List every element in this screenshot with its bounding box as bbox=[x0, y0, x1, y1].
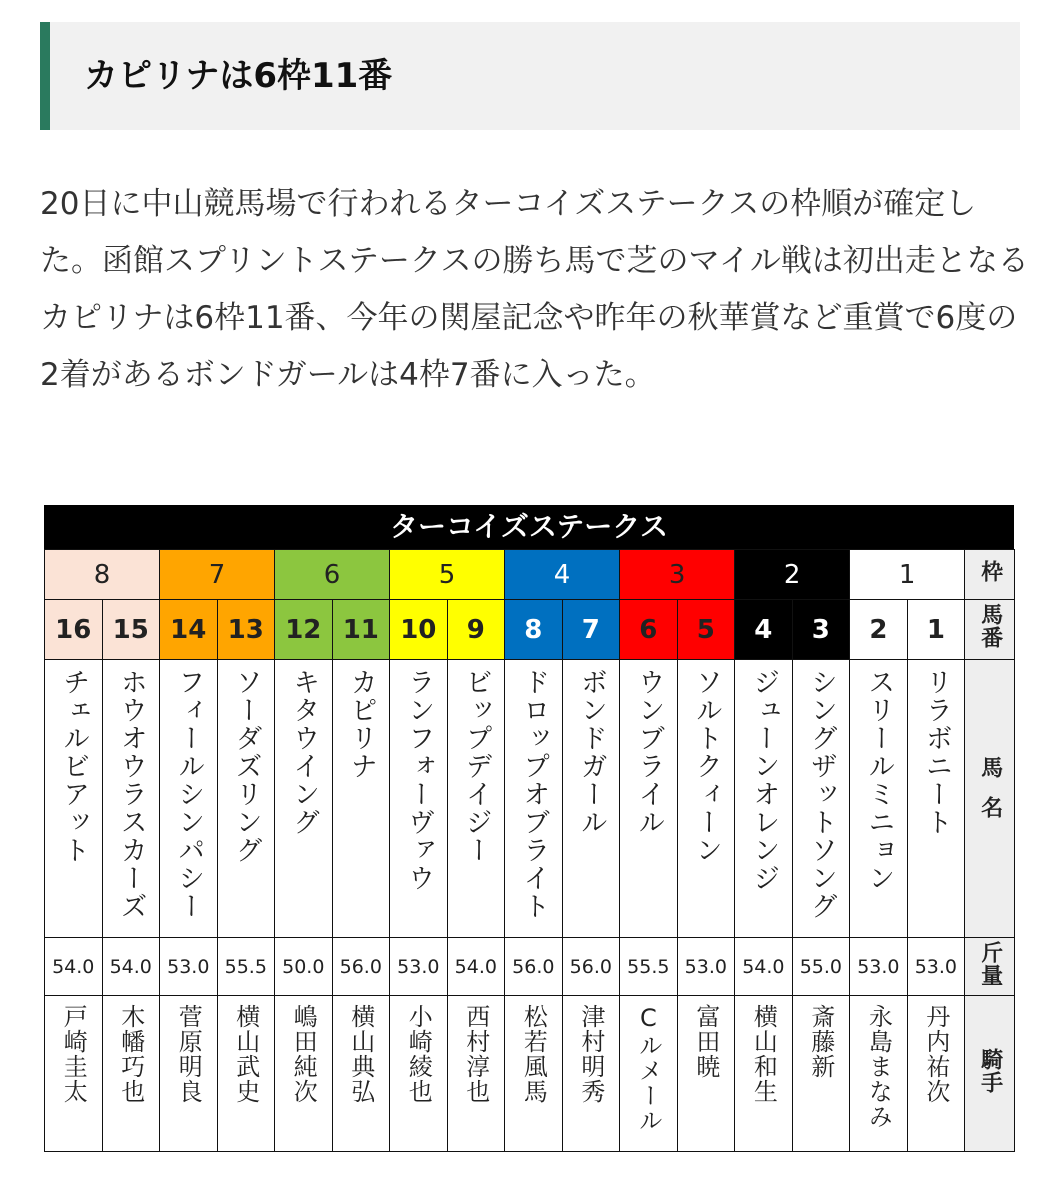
horse-name-cell bbox=[45, 660, 103, 938]
jockey-name: 丹内祐次 bbox=[921, 1004, 950, 1104]
jockey-cell bbox=[735, 996, 793, 1152]
horse-name-cell bbox=[390, 660, 448, 938]
jockey-cell bbox=[562, 996, 620, 1152]
label-waku: 枠 bbox=[965, 550, 1015, 600]
jockey-name: 横山典弘 bbox=[346, 1004, 375, 1104]
horse-name-cell bbox=[620, 660, 678, 938]
horse-name: キタウイング bbox=[288, 668, 320, 836]
jockey-cell bbox=[850, 996, 908, 1152]
horse-name: ソルトクィーン bbox=[690, 668, 722, 864]
horse-name: ジューンオレンジ bbox=[748, 668, 780, 892]
jockey-name: 永島まなみ bbox=[864, 1004, 893, 1129]
jockey-cell bbox=[390, 996, 448, 1152]
weight-cell: 53.0 bbox=[390, 938, 448, 996]
horse-name-cell bbox=[677, 660, 735, 938]
jockey-name: 横山和生 bbox=[749, 1004, 778, 1104]
jockey-cell bbox=[160, 996, 218, 1152]
jockey-cell bbox=[102, 996, 160, 1152]
weight-cell: 55.5 bbox=[620, 938, 678, 996]
weight-cell: 56.0 bbox=[332, 938, 390, 996]
waku-cell: 3 bbox=[620, 550, 735, 600]
umaban-cell: 13 bbox=[217, 600, 275, 660]
horse-name: フィールシンパシー bbox=[173, 668, 205, 920]
horse-name-cell bbox=[505, 660, 563, 938]
jockey-name: Cルメール bbox=[634, 1004, 663, 1133]
weight-cell: 55.0 bbox=[792, 938, 850, 996]
horse-name: ドロップオブライト bbox=[518, 668, 550, 920]
horse-name: カピリナ bbox=[345, 668, 377, 780]
weight-row bbox=[45, 938, 1015, 996]
weight-cell: 54.0 bbox=[102, 938, 160, 996]
horse-name: スリールミニョン bbox=[863, 668, 895, 892]
jockey-cell bbox=[45, 996, 103, 1152]
jockey-cell bbox=[505, 996, 563, 1152]
umaban-cell: 15 bbox=[102, 600, 160, 660]
horse-name-cell bbox=[562, 660, 620, 938]
jockey-name: 嶋田純次 bbox=[289, 1004, 318, 1104]
weight-cell: 54.0 bbox=[735, 938, 793, 996]
weight-cell: 55.5 bbox=[217, 938, 275, 996]
jockey-name: 松若風馬 bbox=[519, 1004, 548, 1104]
jockey-name: 横山武史 bbox=[231, 1004, 260, 1104]
label-name: 馬名 bbox=[965, 660, 1015, 938]
weight-cell: 50.0 bbox=[275, 938, 333, 996]
horse-name-cell bbox=[792, 660, 850, 938]
horse-name-cell bbox=[102, 660, 160, 938]
jockey-cell bbox=[217, 996, 275, 1152]
horse-name-cell bbox=[275, 660, 333, 938]
umaban-cell: 2 bbox=[850, 600, 908, 660]
umaban-cell: 12 bbox=[275, 600, 333, 660]
horse-name: ホウオウラスカーズ bbox=[115, 668, 147, 920]
horse-name-cell bbox=[332, 660, 390, 938]
umaban-cell: 6 bbox=[620, 600, 678, 660]
horse-name-cell bbox=[217, 660, 275, 938]
horse-name-row bbox=[45, 660, 1015, 938]
post-position-table bbox=[44, 505, 1014, 1149]
jockey-name: 菅原明良 bbox=[174, 1004, 203, 1104]
horse-name: シングザットソング bbox=[805, 668, 837, 920]
jockey-cell bbox=[620, 996, 678, 1152]
jockey-name: 木幡巧也 bbox=[116, 1004, 145, 1104]
jockey-name: 戸崎圭太 bbox=[59, 1004, 88, 1104]
weight-cell: 53.0 bbox=[160, 938, 218, 996]
label-weight: 斤量 bbox=[965, 938, 1015, 996]
jockey-name: 斎藤新 bbox=[806, 1004, 835, 1079]
jockey-name: 西村淳也 bbox=[461, 1004, 490, 1104]
waku-cell: 2 bbox=[735, 550, 850, 600]
entries-table bbox=[44, 549, 1015, 1152]
umaban-cell: 10 bbox=[390, 600, 448, 660]
waku-cell: 6 bbox=[275, 550, 390, 600]
umaban-cell: 4 bbox=[735, 600, 793, 660]
waku-cell: 5 bbox=[390, 550, 505, 600]
jockey-cell bbox=[792, 996, 850, 1152]
horse-name-cell bbox=[907, 660, 965, 938]
horse-name: ビップデイジー bbox=[460, 668, 492, 864]
jockey-name: 富田暁 bbox=[691, 1004, 720, 1079]
waku-row bbox=[45, 550, 1015, 600]
horse-name: ボンドガール bbox=[575, 668, 607, 836]
umaban-cell: 16 bbox=[45, 600, 103, 660]
waku-cell: 4 bbox=[505, 550, 620, 600]
weight-cell: 53.0 bbox=[850, 938, 908, 996]
horse-name: ウンブライル bbox=[633, 668, 665, 836]
horse-name: ランフォーヴァウ bbox=[403, 668, 435, 892]
umaban-cell: 1 bbox=[907, 600, 965, 660]
headline-title: カピリナは6枠11番 bbox=[84, 56, 393, 96]
umaban-cell: 7 bbox=[562, 600, 620, 660]
jockey-row bbox=[45, 996, 1015, 1152]
headline-box bbox=[40, 22, 1020, 130]
umaban-cell: 9 bbox=[447, 600, 505, 660]
jockey-name: 津村明秀 bbox=[576, 1004, 605, 1104]
horse-name: ソーダズリング bbox=[230, 668, 262, 864]
jockey-cell bbox=[275, 996, 333, 1152]
jockey-cell bbox=[677, 996, 735, 1152]
horse-name-cell bbox=[850, 660, 908, 938]
horse-name: チェルビアット bbox=[58, 668, 90, 864]
article-body: 20日に中山競馬場で行われるターコイズステークスの枠順が確定した。函館スプリントステークスの勝ち馬で芝のマイル戦は初出走となるカピリナは6枠11番、今年の関屋記念や昨年の秋華賞など重賞で6度の2着があるボンドガールは4枠7番に入った。 bbox=[40, 186, 1029, 393]
umaban-row bbox=[45, 600, 1015, 660]
weight-cell: 54.0 bbox=[45, 938, 103, 996]
horse-name-cell bbox=[447, 660, 505, 938]
table-title: ターコイズステークス bbox=[44, 505, 1014, 549]
waku-cell: 7 bbox=[160, 550, 275, 600]
jockey-cell bbox=[907, 996, 965, 1152]
waku-cell: 8 bbox=[45, 550, 160, 600]
umaban-cell: 14 bbox=[160, 600, 218, 660]
headline-accent-bar bbox=[40, 22, 50, 130]
weight-cell: 56.0 bbox=[562, 938, 620, 996]
weight-cell: 53.0 bbox=[677, 938, 735, 996]
weight-cell: 53.0 bbox=[907, 938, 965, 996]
label-jockey: 騎手 bbox=[965, 996, 1015, 1152]
horse-name: リラボニート bbox=[920, 668, 952, 836]
horse-name-cell bbox=[160, 660, 218, 938]
waku-cell: 1 bbox=[850, 550, 965, 600]
jockey-cell bbox=[332, 996, 390, 1152]
umaban-cell: 5 bbox=[677, 600, 735, 660]
umaban-cell: 11 bbox=[332, 600, 390, 660]
label-umaban: 馬番 bbox=[965, 600, 1015, 660]
jockey-name: 小崎綾也 bbox=[404, 1004, 433, 1104]
weight-cell: 54.0 bbox=[447, 938, 505, 996]
umaban-cell: 3 bbox=[792, 600, 850, 660]
umaban-cell: 8 bbox=[505, 600, 563, 660]
jockey-cell bbox=[447, 996, 505, 1152]
horse-name-cell bbox=[735, 660, 793, 938]
weight-cell: 56.0 bbox=[505, 938, 563, 996]
